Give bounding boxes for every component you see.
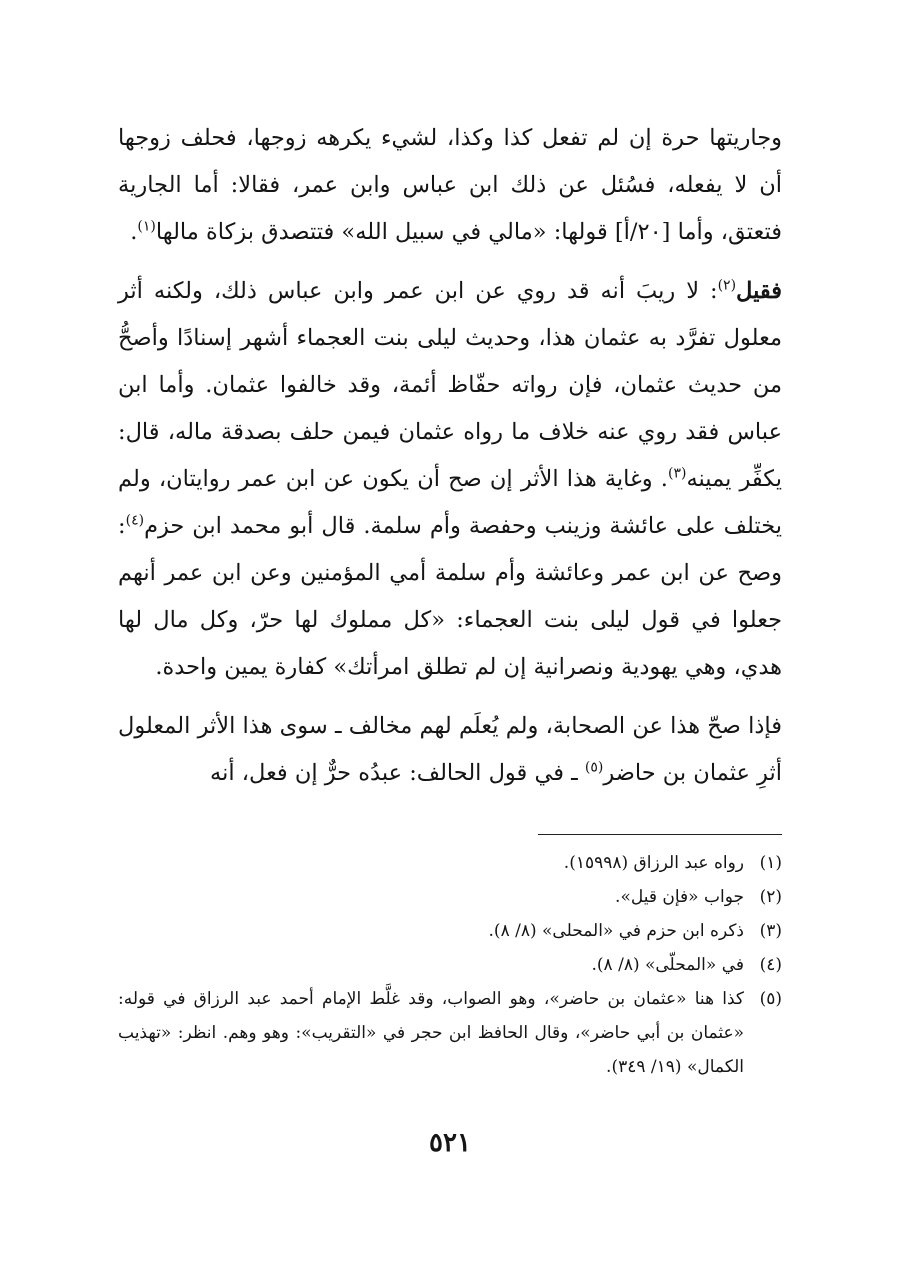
footnote-5-text: كذا هنا «عثمان بن حاضر»، وهو الصواب، وقد غلَّط الإمام أحمد عبد الرزاق في قوله: «عثمان بن أبي حاضر»، وقال الحافظ ابن حجر في «التقريب»: وهو وهم. انظر: «تهذيب الكمال» (١٩/ ٣٤٩). <box>118 989 744 1077</box>
paragraph-2 <box>118 268 782 691</box>
footnote-4-text: في «المحلّى» (٨/ ٨). <box>591 955 744 975</box>
page-number: ٥٢١ <box>429 1128 471 1158</box>
footnote-1-text: رواه عبد الرزاق (١٥٩٩٨). <box>563 853 744 873</box>
footnote-4-number: (٤) <box>759 955 782 975</box>
footnote-3-text: ذكره ابن حزم في «المحلى» (٨/ ٨). <box>488 921 744 941</box>
paragraph-3-text: فإذا صحّ هذا عن الصحابة، ولم يُعلَم لهم مخالف ـ سوى هذا الأثر المعلول أثرِ عثمان بن حاضر <box>118 713 782 786</box>
main-text <box>118 115 782 797</box>
footnote-3 <box>118 914 782 948</box>
footnote-5 <box>118 982 782 1084</box>
paragraph-1 <box>118 115 782 256</box>
footnote-ref-2: (٢) <box>717 277 737 294</box>
footnote-4 <box>118 948 782 982</box>
paragraph-2-lead: فقيل <box>736 278 782 304</box>
footnote-ref-1: (١) <box>137 218 156 235</box>
footnote-2 <box>118 880 782 914</box>
footnote-1-number: (١) <box>759 853 782 873</box>
paragraph-2-text: : لا ريبَ أنه قد روي عن ابن عمر وابن عباس ذلك، ولكنه أثر معلول تفرَّد به عثمان هذا، وحديث ليلى بنت العجماء أشهر إسنادًا وأصحُّ من حديث عثمان، فإن رواته حفّاظ أئمة، وقد خالفوا عثمان. وأما ابن عباس فقد روي عنه خلاف ما رواه عثمان فيمن حلف بصدقة ماله، قال: يكفِّر يمينه <box>118 278 782 492</box>
paragraph-2-tail: : وصح عن ابن عمر وعائشة وأم سلمة أمي المؤمنين وعن ابن عمر أنهم جعلوا في قول ليلى بنت العجماء: «كل مملوك لها حرّ، وكل مال لها هدي، وهي يهودية ونصرانية إن لم تطلق امرأتك» كفارة يمين واحدة. <box>118 513 782 680</box>
footnote-3-number: (٣) <box>759 921 782 941</box>
footnote-1 <box>118 846 782 880</box>
paragraph-3-tail: ـ في قول الحالف: عبدُه حرٌّ إن فعل، أنه <box>210 760 585 786</box>
footnote-5-number: (٥) <box>759 989 782 1009</box>
footnote-2-text: جواب «فإن قيل». <box>615 887 744 907</box>
paragraph-2-middle: . وغاية هذا الأثر إن صح أن يكون عن ابن عمر روايتان، ولم يختلف على عائشة وزينب وحفصة وأم سلمة. قال أبو محمد ابن حزم <box>118 466 782 539</box>
footnote-ref-3: (٣) <box>667 465 687 482</box>
footnote-2-number: (٢) <box>759 887 782 907</box>
paragraph-3 <box>118 703 782 797</box>
footnote-ref-4: (٤) <box>125 512 145 529</box>
paragraph-1-end: . <box>130 219 138 245</box>
footnote-separator <box>538 834 782 835</box>
footnote-ref-5: (٥) <box>584 759 604 776</box>
footnotes <box>118 846 782 1084</box>
paragraph-1-text: وجاريتها حرة إن لم تفعل كذا وكذا، لشيء يكرهه زوجها، فحلف زوجها أن لا يفعله، فسُئل عن ذلك ابن عباس وابن عمر، فقالا: أما الجارية فتعتق، وأما [٢٠/أ] قولها: «مالي في سبيل الله» فتتصدق بزكاة مالها <box>118 125 782 245</box>
